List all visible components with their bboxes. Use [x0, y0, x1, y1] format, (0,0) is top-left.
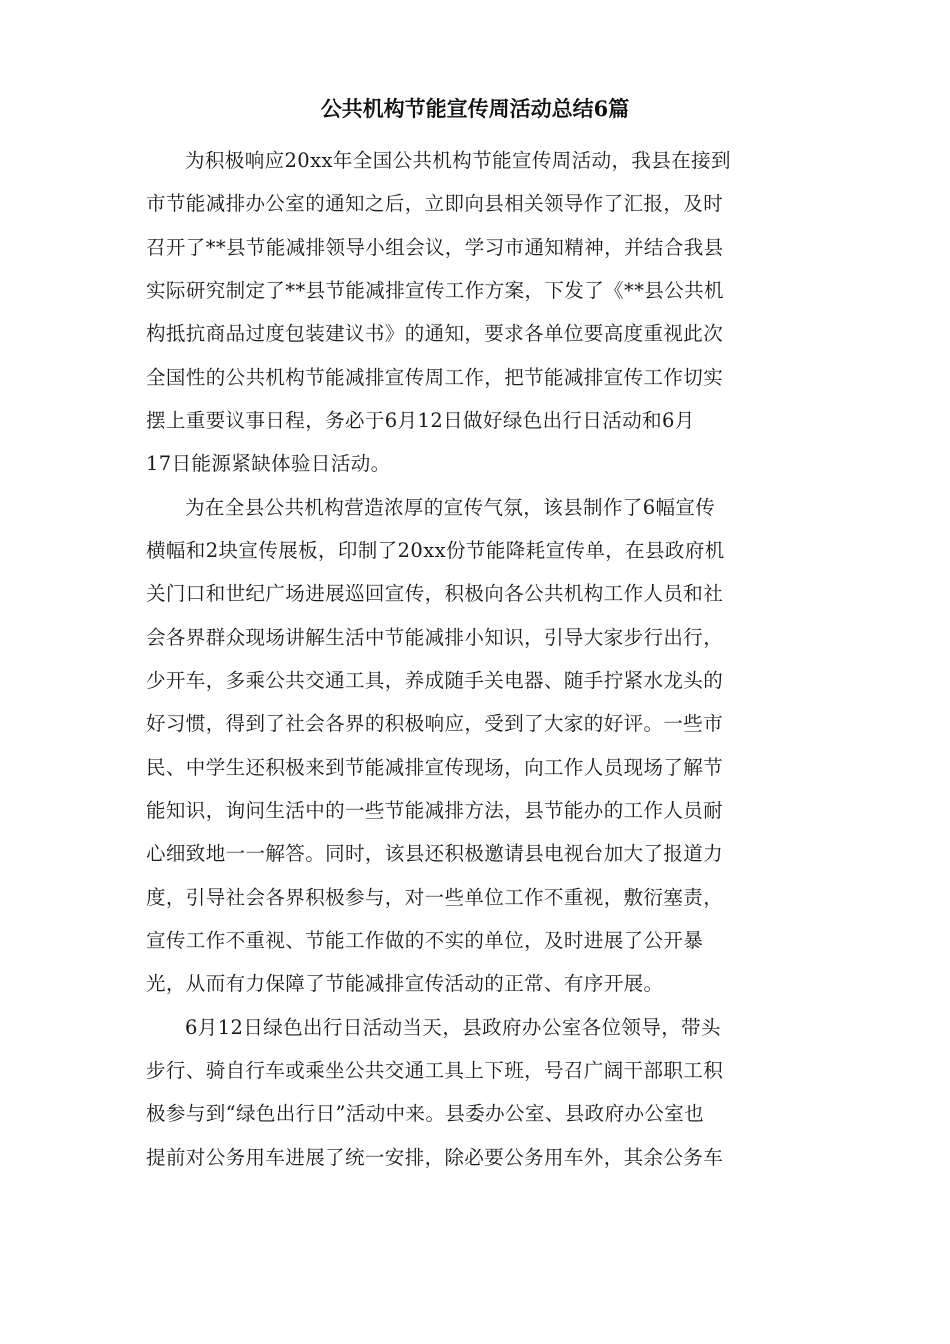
- text-line: 召开了**县节能减排领导小组会议，学习市通知精神，并结合我县: [146, 235, 724, 259]
- text-line: 摆上重要议事日程，务必于6月12日做好绿色出行日活动和6月: [146, 408, 695, 432]
- paragraph-1: [146, 139, 810, 486]
- text-line: 好习惯，得到了社会各界的积极响应，受到了大家的好评。一些市: [146, 712, 724, 736]
- text-line: 17日能源紧缺体验日活动。: [146, 452, 391, 476]
- text-line: 会各界群众现场讲解生活中节能减排小知识，引导大家步行出行，: [146, 625, 724, 649]
- document-body: [146, 139, 810, 1179]
- text-line: 心细致地一一解答。同时，该县还积极邀请县电视台加大了报道力: [146, 842, 724, 866]
- text-line: 少开车，多乘公共交通工具，养成随手关电器、随手拧紧水龙头的: [146, 668, 724, 692]
- text-line: 民、中学生还积极来到节能减排宣传现场，向工作人员现场了解节: [146, 755, 724, 779]
- text-line: 市节能减排办公室的通知之后，立即向县相关领导作了汇报，及时: [146, 192, 724, 216]
- text-line: 构抵抗商品过度包装建议书》的通知，要求各单位要高度重视此次: [146, 322, 724, 346]
- text-line: 横幅和2块宣传展板，印制了20xx份节能降耗宣传单，在县政府机: [146, 538, 725, 562]
- document-title: 公共机构节能宣传周活动总结6篇: [320, 96, 630, 121]
- text-line: 能知识，询问生活中的一些节能减排方法，县节能办的工作人员耐: [146, 798, 724, 822]
- text-line: 全国性的公共机构节能减排宣传周工作，把节能减排宣传工作切实: [146, 365, 724, 389]
- text-line: 关门口和世纪广场进展巡回宣传，积极向各公共机构工作人员和社: [146, 582, 724, 606]
- text-line: 实际研究制定了**县节能减排宣传工作方案，下发了《**县公共机: [146, 278, 724, 302]
- paragraph-2: [146, 486, 810, 1006]
- text-line: 宣传工作不重视、节能工作做的不实的单位，及时进展了公开暴: [146, 928, 704, 952]
- text-line: 提前对公务用车进展了统一安排，除必要公务用车外，其余公务车: [146, 1145, 724, 1169]
- text-line: 为积极响应20xx年全国公共机构节能宣传周活动，我县在接到: [185, 149, 731, 172]
- text-line: 度，引导社会各界积极参与，对一些单位工作不重视，敷衍塞责，: [146, 885, 724, 909]
- text-line: 光，从而有力保障了节能减排宣传活动的正常、有序开展。: [146, 972, 664, 996]
- text-line: 6月12日绿色出行日活动当天，县政府办公室各位领导，带头: [185, 1015, 721, 1039]
- text-line: 步行、骑自行车或乘坐公共交通工具上下班，号召广阔干部职工积: [146, 1058, 724, 1082]
- text-line: 为在全县公共机构营造浓厚的宣传气氛，该县制作了6幅宣传: [185, 495, 716, 519]
- paragraph-3: [146, 1006, 810, 1179]
- text-line: 极参与到“绿色出行日”活动中来。县委办公室、县政府办公室也: [146, 1102, 705, 1126]
